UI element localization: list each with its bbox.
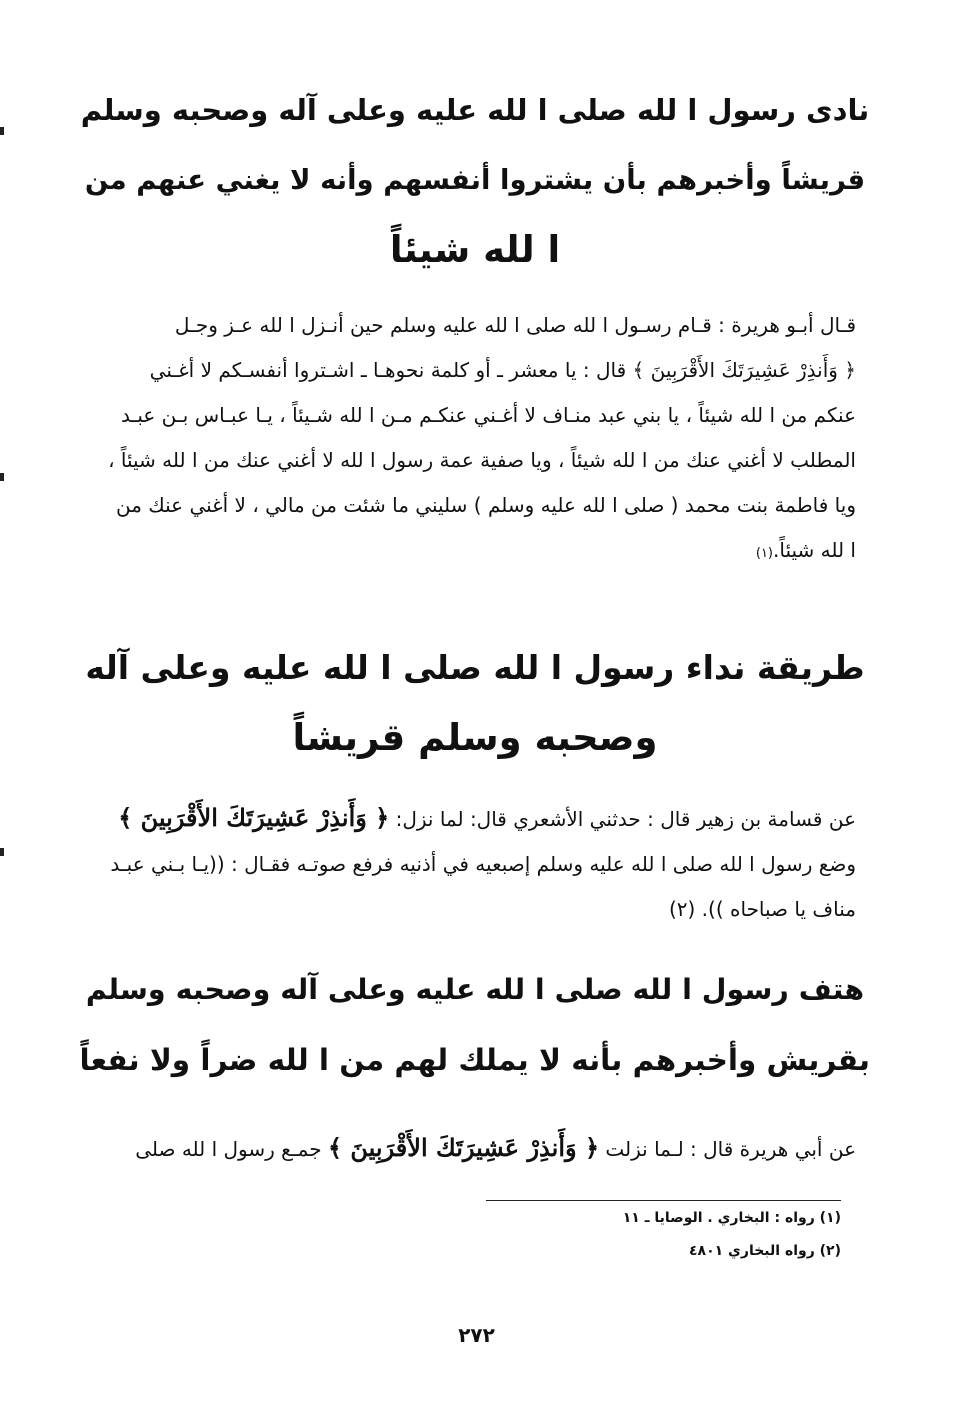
paragraph-line bbox=[88, 795, 856, 842]
paragraph-text: عن قسامة بن زهير قال : حدثني الأشعري قال: لما نزل: bbox=[395, 807, 856, 831]
heading-line: قريشاً وأخبرهم بأن يشتروا أنفسهم وأنه لا يغني عنهم من bbox=[84, 164, 866, 196]
heading-line: طريقة نداء رسول ا لله صلى ا لله عليه وعلى آله bbox=[85, 648, 865, 687]
heading-line: وصحبه وسلم قريشاً bbox=[292, 716, 658, 759]
heading-line: هتف رسول ا لله صلى ا لله عليه وعلى آله وصحبه وسلم bbox=[85, 973, 865, 1006]
paragraph-line: ﴿ وَأَنذِرْ عَشِيرَتَكَ الأَقْرَبِينَ ﴾ قال : يا معشر ـ أو كلمة نحوهـا ـ اشـتروا أنفسـكم لا أغـني bbox=[149, 358, 856, 382]
quran-verse: ﴿ وَأَنذِرْ عَشِيرَتَكَ الأَقْرَبِينَ ﴾ bbox=[327, 1133, 600, 1162]
footnote-2: (٢) رواه البخاري ٤٨٠١ bbox=[689, 1243, 841, 1259]
paragraph-line: المطلب لا أغني عنك من ا لله شيئاً ، ويا صفية عمة رسول ا لله لا أغني عنك من ا لله شيئاً ، bbox=[108, 448, 856, 472]
paragraph-line: وضع رسول ا لله صلى ا لله عليه وسلم إصبعيه في أذنيه فرفع صوتـه فقـال : ((يـا بـني عبـد bbox=[110, 852, 856, 876]
section-heading-1 bbox=[80, 75, 870, 285]
paragraph-line: مناف يا صباحاه )). (٢) bbox=[668, 897, 856, 921]
section-paragraph-2 bbox=[88, 795, 856, 932]
margin-mark bbox=[0, 848, 4, 856]
paragraph-line bbox=[88, 528, 856, 576]
margin-mark bbox=[0, 127, 4, 135]
paragraph-text: عن أبي هريرة قال : لـما نزلت bbox=[605, 1137, 856, 1161]
heading-line: بقريش وأخبرهم بأنه لا يملك لهم من ا لله ضراً ولا نفعاً bbox=[79, 1043, 870, 1077]
section-paragraph-3 bbox=[88, 1125, 856, 1172]
footnote-ref: (١) bbox=[755, 546, 773, 561]
paragraph-line bbox=[88, 1125, 856, 1172]
paragraph-text: ا لله شيئاً. bbox=[773, 538, 856, 562]
heading-line: نادى رسول ا لله صلى ا لله عليه وعلى آله وصحبه وسلم bbox=[80, 93, 870, 127]
footnote-1: (١) رواه : البخاري . الوصايا ـ ١١ bbox=[622, 1210, 841, 1226]
heading-line: ا لله شيئاً bbox=[389, 228, 561, 271]
footnote-divider bbox=[486, 1200, 841, 1201]
paragraph-text: جمـع رسول ا لله صلى bbox=[135, 1137, 322, 1161]
section-heading-2 bbox=[80, 633, 870, 773]
margin-mark bbox=[0, 473, 4, 481]
quran-verse: ﴿ وَأَنذِرْ عَشِيرَتَكَ الأَقْرَبِينَ ﴾ bbox=[118, 803, 390, 832]
section-paragraph-1 bbox=[88, 303, 856, 576]
paragraph-line: قـال أبـو هريرة : قـام رسـول ا لله صلى ا لله عليه وسلم حين أنـزل ا لله عـز وجـل bbox=[174, 313, 856, 337]
paragraph-line: ويا فاطمة بنت محمد ( صلى ا لله عليه وسلم ) سليني ما شئت من مالي ، لا أغني عنك من bbox=[116, 493, 856, 517]
page-number: ٢٧٢ bbox=[458, 1323, 495, 1347]
section-heading-3 bbox=[80, 955, 870, 1095]
paragraph-line: عنكم من ا لله شيئاً ، يا بني عبد منـاف لا أغـني عنكـم مـن ا لله شـيئاً ، يـا عبـاس بـن عبـد bbox=[121, 403, 856, 427]
